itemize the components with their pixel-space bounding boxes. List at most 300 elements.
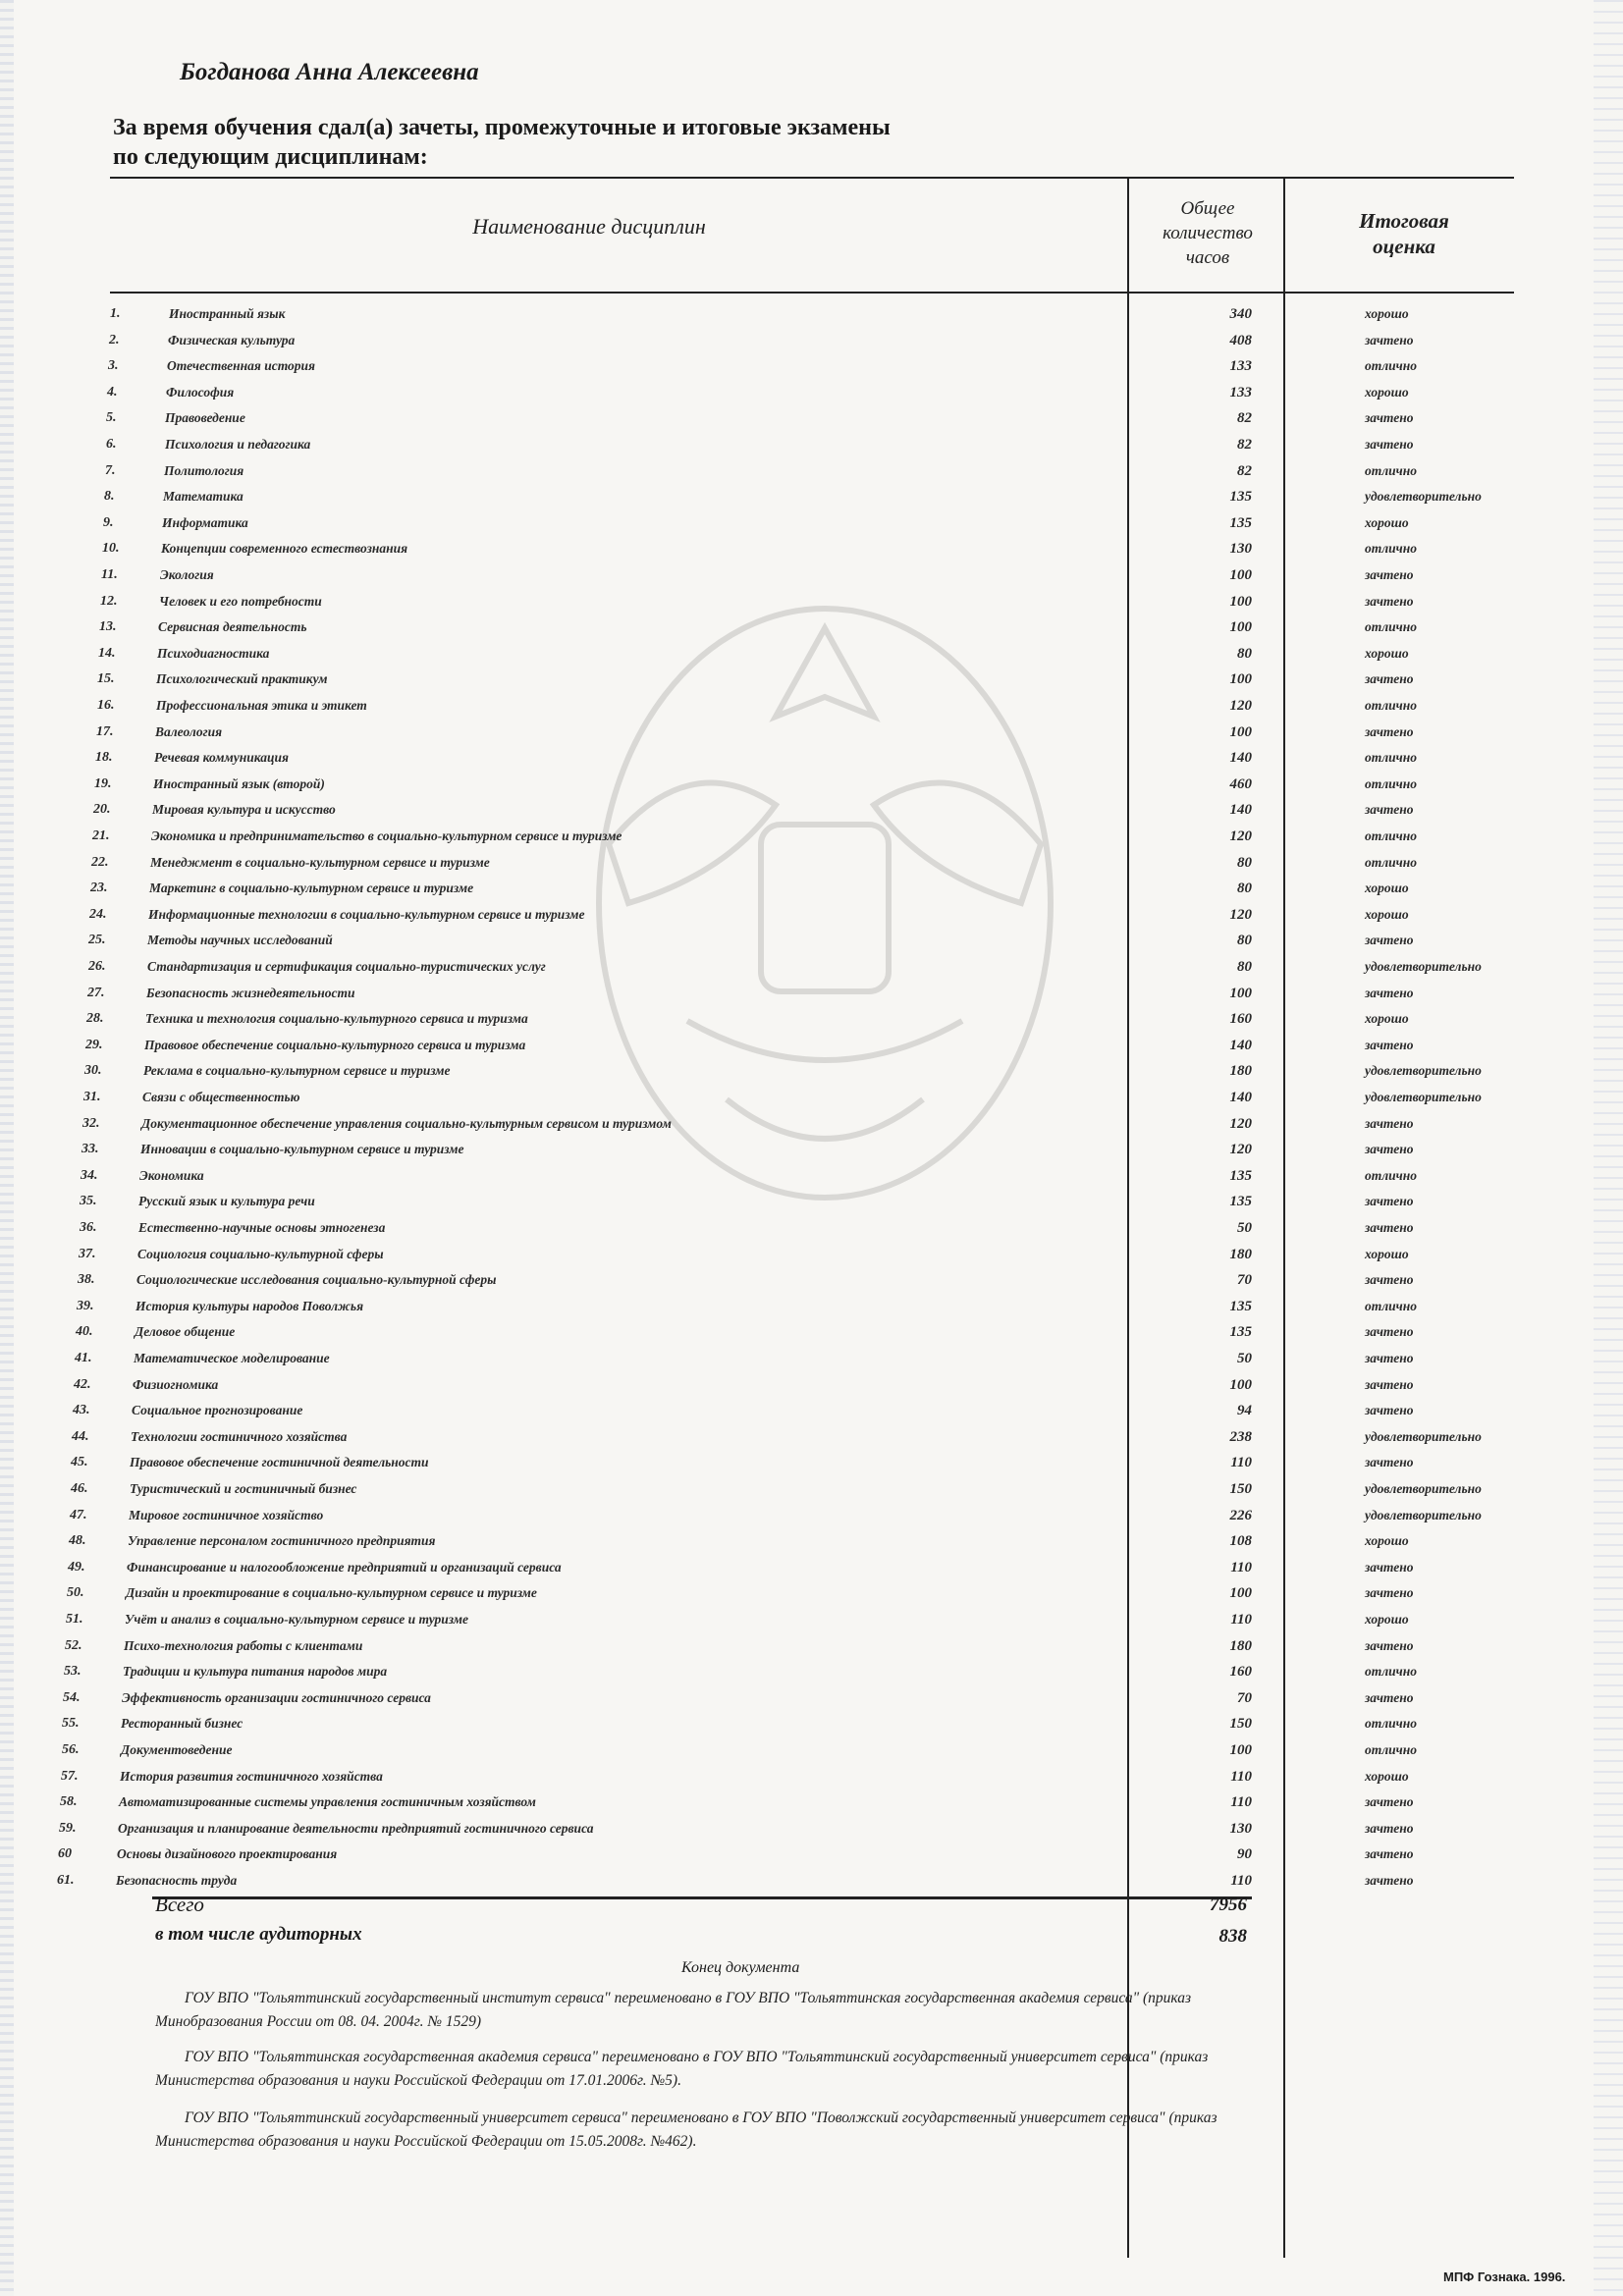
header-hours-line-1: Общее [1180,198,1235,219]
row-number: 48. [69,1533,86,1549]
grade-value: зачтено [1365,1585,1414,1601]
hours-value: 120 [1229,906,1252,923]
hours-value: 108 [1229,1533,1252,1550]
row-number: 53. [64,1664,81,1680]
discipline-name: Концепции современного естествознания [161,541,408,557]
hours-value: 100 [1229,723,1252,740]
discipline-name: Безопасность труда [116,1873,238,1888]
row-number: 26. [88,959,106,974]
hours-value: 160 [1229,1011,1252,1028]
grade-value: отлично [1365,1167,1418,1183]
hours-value: 80 [1237,881,1252,897]
discipline-name: Экономика и предпринимательство в социально-культурном сервисе и туризме [151,828,622,843]
discipline-name: Психодиагностика [157,645,270,661]
discipline-name: Правовое обеспечение социально-культурного сервиса и туризма [144,1037,526,1052]
hours-value: 100 [1229,619,1252,636]
grade-value: зачтено [1365,671,1414,687]
table-row [0,1299,1623,1325]
hours-value: 82 [1237,410,1252,427]
discipline-name: Туристический и гостиничный бизнес [130,1481,357,1496]
grade-value: отлично [1365,1716,1418,1732]
hours-value: 50 [1237,1351,1252,1366]
discipline-name: Безопасность жизнедеятельности [146,985,355,1000]
discipline-name: Валеология [155,723,223,739]
row-number: 51. [66,1612,83,1627]
table-row [0,907,1623,934]
discipline-name: Мировая культура и искусство [152,802,336,818]
discipline-name: Правовое обеспечение гостиничной деятельности [130,1455,429,1470]
grade-value: хорошо [1365,306,1409,321]
table-row [0,776,1623,803]
row-number: 40. [76,1324,93,1340]
discipline-name: Психо-технология работы с клиентами [124,1637,363,1653]
table-row [0,385,1623,411]
grade-value: отлично [1365,1298,1418,1313]
discipline-name: Сервисная деятельность [158,619,307,635]
grade-value: удовлетворительно [1365,1090,1482,1104]
hours-value: 120 [1229,828,1252,844]
row-number: 23. [90,881,108,896]
row-number: 10. [102,541,120,557]
table-row [0,1090,1623,1116]
table-row [0,1716,1623,1742]
table-row [0,881,1623,907]
row-number: 57. [61,1768,79,1784]
hours-value: 110 [1230,1559,1252,1575]
discipline-name: Математическое моделирование [134,1351,330,1365]
hours-value: 135 [1229,1298,1252,1314]
table-row [0,1533,1623,1560]
row-number: 55. [62,1716,80,1732]
intro-line-2: по следующим дисциплинам: [113,144,428,170]
grade-value: зачтено [1365,723,1414,739]
hours-value: 408 [1229,332,1252,348]
auditory-label: в том числе аудиторных [155,1924,362,1945]
hours-value: 50 [1237,1220,1252,1236]
row-number: 45. [71,1455,88,1470]
row-number: 52. [65,1637,82,1653]
hours-value: 160 [1229,1664,1252,1681]
note-2-line-1: ГОУ ВПО "Тольяттинская государственная академия сервиса" переименовано в ГОУ ВПО "Тольяттинский государственный университет сервиса" (приказ [185,2049,1209,2065]
hours-value: 135 [1229,489,1252,506]
table-row [0,1403,1623,1429]
grade-value: отлично [1365,775,1418,791]
discipline-name: Иностранный язык [169,306,286,321]
hours-value: 340 [1229,306,1252,322]
grade-value: зачтено [1365,410,1414,426]
total-value: 7956 [1210,1895,1247,1915]
intro-text [113,113,1095,172]
grade-value: отлично [1365,462,1418,478]
table-row [0,1690,1623,1717]
table-row [0,1063,1623,1090]
discipline-name: Связи с общественностью [142,1090,300,1104]
row-number: 46. [71,1481,88,1496]
grade-value: удовлетворительно [1365,1063,1482,1079]
table-row [0,855,1623,881]
hours-value: 100 [1229,1742,1252,1758]
row-number: 29. [85,1037,103,1052]
table-row [0,802,1623,828]
hours-value: 180 [1229,1637,1252,1654]
grade-value: хорошо [1365,384,1409,400]
row-number: 4. [107,384,118,400]
grade-value: отлично [1365,358,1418,374]
grade-value: отлично [1365,541,1418,557]
table-row [0,1429,1623,1456]
grade-value: зачтено [1365,933,1414,948]
grade-value: отлично [1365,1742,1418,1757]
document-end-mark: Конец документа [681,1959,800,1976]
discipline-name: Физиогномика [133,1376,219,1392]
table-row [0,933,1623,959]
row-number: 38. [78,1272,95,1288]
discipline-name: Реклама в социально-культурном сервисе и туризме [143,1063,451,1079]
row-number: 50. [67,1585,84,1601]
table-row [0,698,1623,724]
hours-value: 120 [1229,1142,1252,1158]
discipline-name: Иностранный язык (второй) [153,775,325,791]
table-row [0,1272,1623,1299]
grade-value: отлично [1365,750,1418,766]
row-number: 42. [74,1376,91,1392]
table-row [0,1873,1623,1899]
discipline-name: Экология [160,567,214,582]
discipline-name: Правоведение [165,410,245,426]
table-row [0,1168,1623,1195]
note-2-line-2: Министерства образования и науки Российской Федерации от 17.01.2006г. №5). [155,2072,681,2089]
table-row [0,1377,1623,1404]
discipline-name: Основы дизайнового проектирования [117,1846,338,1862]
table-row [0,959,1623,986]
discipline-name: Технологии гостиничного хозяйства [131,1428,348,1444]
table-row [0,1585,1623,1612]
hours-value: 135 [1229,1167,1252,1184]
table-row [0,1116,1623,1143]
row-number: 54. [63,1689,81,1705]
grade-value: зачтено [1365,1873,1414,1888]
table-row [0,1324,1623,1351]
table-row [0,1351,1623,1377]
grade-value: удовлетворительно [1365,489,1482,505]
hours-value: 110 [1230,1612,1252,1628]
grade-value: зачтено [1365,1351,1414,1365]
row-number: 27. [87,985,105,1000]
grade-value: зачтено [1365,1689,1414,1705]
discipline-name: История развития гостиничного хозяйства [120,1768,383,1784]
hours-value: 100 [1229,671,1252,688]
row-number: 47. [70,1507,87,1522]
grade-value: зачтено [1365,1559,1414,1575]
row-number: 59. [59,1820,77,1836]
grade-value: хорошо [1365,1612,1409,1627]
row-number: 60 [58,1846,72,1862]
row-number: 24. [89,906,107,922]
discipline-name: История культуры народов Поволжья [135,1298,364,1313]
hours-value: 94 [1237,1403,1252,1419]
hours-value: 140 [1229,750,1252,767]
discipline-name: Математика [163,489,243,505]
row-number: 35. [80,1194,97,1209]
table-row [0,828,1623,855]
table-top-rule [110,177,1514,179]
row-number: 9. [103,514,114,530]
table-row [0,750,1623,776]
table-row [0,646,1623,672]
table-row [0,1220,1623,1247]
header-grade-line-2: оценка [1373,235,1435,258]
grade-value: удовлетворительно [1365,959,1482,974]
grade-value: зачтено [1365,1794,1414,1810]
row-number: 41. [75,1351,92,1365]
hours-value: 80 [1237,645,1252,662]
grade-value: зачтено [1365,802,1414,818]
grade-value: удовлетворительно [1365,1428,1482,1444]
hours-value: 80 [1237,959,1252,975]
grade-value: хорошо [1365,1011,1409,1027]
header-hours-line-3: часов [1185,247,1230,268]
hours-value: 110 [1230,1873,1252,1889]
grade-value: отлично [1365,698,1418,713]
table-row [0,1664,1623,1690]
row-number: 19. [94,775,112,791]
hours-value: 135 [1229,1324,1252,1341]
table-row [0,1846,1623,1873]
row-number: 12. [100,593,118,609]
note-3-line-1: ГОУ ВПО "Тольяттинский государственный университет сервиса" переименовано в ГОУ ВПО "Поволжский государственный университет сервиса" (приказ [185,2109,1217,2126]
hours-value: 120 [1229,698,1252,714]
grade-value: зачтено [1365,567,1414,582]
grade-value: зачтено [1365,1194,1414,1209]
hours-value: 110 [1230,1794,1252,1811]
discipline-name: Инновации в социально-культурном сервисе и туризме [140,1142,464,1157]
grade-value: хорошо [1365,1246,1409,1261]
rename-note-3 [155,2107,1481,2154]
row-number: 18. [95,750,113,766]
hours-value: 150 [1229,1481,1252,1497]
table-row [0,1794,1623,1821]
hours-value: 135 [1229,514,1252,531]
row-number: 20. [93,802,111,818]
discipline-name: Финансирование и налогообложение предприятий и организаций сервиса [127,1559,562,1575]
hours-value: 80 [1237,933,1252,949]
row-number: 6. [106,437,117,452]
discipline-name: Речевая коммуникация [154,750,289,766]
discipline-name: Психология и педагогика [165,437,311,452]
discipline-name: Русский язык и культура речи [138,1194,315,1209]
discipline-name: Информационные технологии в социально-культурном сервисе и туризме [148,906,585,922]
row-number: 1. [110,306,121,321]
discipline-name: Методы научных исследований [147,933,333,948]
discipline-name: Социология социально-культурной сферы [137,1246,384,1261]
table-row [0,1011,1623,1038]
discipline-name: Ресторанный бизнес [121,1716,243,1732]
hours-value: 110 [1230,1768,1252,1785]
grade-value: зачтено [1365,1115,1414,1131]
table-row [0,724,1623,751]
discipline-name: Психологический практикум [156,671,328,687]
table-row [0,437,1623,463]
hours-value: 133 [1229,358,1252,375]
printer-imprint: МПФ Гознака. 1996. [1443,2269,1566,2284]
row-number: 7. [105,462,116,478]
header-hours-line-2: количество [1163,223,1253,243]
table-row [0,1508,1623,1534]
row-number: 58. [60,1794,78,1810]
grade-value: отлично [1365,619,1418,635]
discipline-name: Социологические исследования социально-культурной сферы [136,1272,497,1288]
table-row [0,1247,1623,1273]
auditory-value: 838 [1218,1926,1247,1947]
table-row [0,306,1623,333]
header-discipline: Наименование дисциплин [472,214,706,239]
grade-value: хорошо [1365,1533,1409,1549]
discipline-name: Документоведение [121,1742,233,1757]
table-row [0,1194,1623,1220]
discipline-name: Традиции и культура питания народов мира [123,1664,388,1680]
hours-value: 238 [1229,1428,1252,1445]
grade-value: зачтено [1365,1820,1414,1836]
table-row [0,1481,1623,1508]
hours-value: 80 [1237,854,1252,871]
hours-value: 150 [1229,1716,1252,1733]
hours-value: 100 [1229,593,1252,610]
grade-value: зачтено [1365,985,1414,1000]
table-row [0,1142,1623,1168]
table-row [0,619,1623,646]
hours-value: 130 [1229,541,1252,558]
hours-value: 140 [1229,802,1252,819]
grade-value: зачтено [1365,1455,1414,1470]
row-number: 13. [99,619,117,635]
table-row [0,671,1623,698]
row-number: 21. [92,828,110,843]
note-1-line-1: ГОУ ВПО "Тольяттинский государственный институт сервиса" переименовано в ГОУ ВПО "Тольяттинская государственная академия сервиса" (приказ [185,1990,1192,2006]
row-number: 16. [97,698,115,713]
discipline-name: Эффективность организации гостиничного сервиса [122,1689,431,1705]
grade-value: отлично [1365,854,1418,870]
intro-line-1: За время обучения сдал(а) зачеты, промежуточные и итоговые экзамены [113,115,891,140]
discipline-name: Мировое гостиничное хозяйство [129,1507,324,1522]
row-number: 36. [80,1220,97,1235]
hours-value: 135 [1229,1194,1252,1210]
row-number: 33. [81,1142,99,1157]
table-row [0,1638,1623,1665]
discipline-name: Автоматизированные системы управления гостиничным хозяйством [119,1794,536,1810]
header-bottom-rule [110,292,1514,294]
discipline-name: Естественно-научные основы этногенеза [138,1220,386,1235]
discipline-name: Управление персоналом гостиничного предприятия [128,1533,436,1549]
discipline-name: Стандартизация и сертификация социально-туристических услуг [147,959,546,974]
row-number: 22. [91,854,109,870]
hours-value: 90 [1237,1846,1252,1863]
row-number: 15. [97,671,115,687]
table-row [0,1560,1623,1586]
grade-value: зачтено [1365,1272,1414,1288]
grade-value: зачтено [1365,1376,1414,1392]
discipline-name: Отечественная история [167,358,315,374]
discipline-name: Политология [164,462,244,478]
table-row [0,358,1623,385]
row-number: 56. [62,1742,80,1757]
hours-value: 460 [1229,775,1252,792]
discipline-name: Деловое общение [135,1324,236,1340]
table-row [0,489,1623,515]
hours-value: 82 [1237,462,1252,479]
note-3-line-2: Министерства образования и науки Российской Федерации от 15.05.2008г. №462). [155,2133,697,2150]
grade-value: отлично [1365,828,1418,843]
header-grade [1306,208,1502,259]
grade-value: зачтено [1365,1846,1414,1862]
discipline-name: Физическая культура [168,332,296,347]
grade-value: зачтено [1365,1037,1414,1052]
grade-value: зачтено [1365,1403,1414,1418]
discipline-name: Профессиональная этика и этикет [156,698,367,713]
row-number: 49. [68,1559,85,1575]
grade-value: удовлетворительно [1365,1481,1482,1496]
grade-value: зачтено [1365,593,1414,609]
discipline-name: Информатика [162,514,248,530]
discipline-name: Маркетинг в социально-культурном сервисе и туризме [149,881,474,896]
hours-value: 130 [1229,1820,1252,1837]
discipline-name: Экономика [139,1167,204,1183]
row-number: 30. [84,1063,102,1079]
table-row [0,515,1623,542]
grade-value: зачтено [1365,1142,1414,1157]
hours-value: 110 [1230,1455,1252,1471]
table-row [0,986,1623,1012]
discipline-name: Человек и его потребности [159,593,322,609]
hours-value: 82 [1237,437,1252,453]
row-number: 34. [81,1167,98,1183]
grade-value: хорошо [1365,881,1409,896]
header-hours [1129,196,1286,270]
grade-value: хорошо [1365,1768,1409,1784]
note-1-line-2: Минобразования России от 08. 04. 2004г. № 1529) [155,2013,482,2030]
discipline-name: Организация и планирование деятельности предприятий гостиничного сервиса [118,1820,594,1836]
table-row [0,1821,1623,1847]
hours-value: 100 [1229,567,1252,583]
row-number: 37. [79,1246,96,1261]
grade-value: хорошо [1365,514,1409,530]
discipline-name: Техника и технология социально-культурного сервиса и туризма [145,1011,528,1027]
hours-value: 100 [1229,985,1252,1001]
row-number: 8. [104,489,115,505]
hours-value: 100 [1229,1585,1252,1602]
discipline-name: Социальное прогнозирование [132,1403,303,1418]
hours-value: 226 [1229,1507,1252,1523]
grade-value: зачтено [1365,332,1414,347]
discipline-name: Документационное обеспечение управления социально-культурным сервисом и туризмом [141,1115,672,1131]
table-row [0,1455,1623,1481]
student-name: Богданова Анна Алексеевна [180,59,479,85]
row-number: 28. [86,1011,104,1027]
row-number: 32. [82,1115,100,1131]
table-row [0,594,1623,620]
row-number: 31. [83,1090,101,1104]
grade-value: хорошо [1365,645,1409,661]
discipline-name: Дизайн и проектирование в социально-культурном сервисе и туризме [126,1585,537,1601]
table-row [0,1769,1623,1795]
table-row [0,333,1623,359]
rename-note-1 [155,1987,1481,2034]
row-number: 25. [88,933,106,948]
row-number: 11. [101,567,118,582]
hours-value: 140 [1229,1090,1252,1105]
grade-value: зачтено [1365,1220,1414,1235]
grade-value: отлично [1365,1664,1418,1680]
hours-value: 120 [1229,1115,1252,1132]
